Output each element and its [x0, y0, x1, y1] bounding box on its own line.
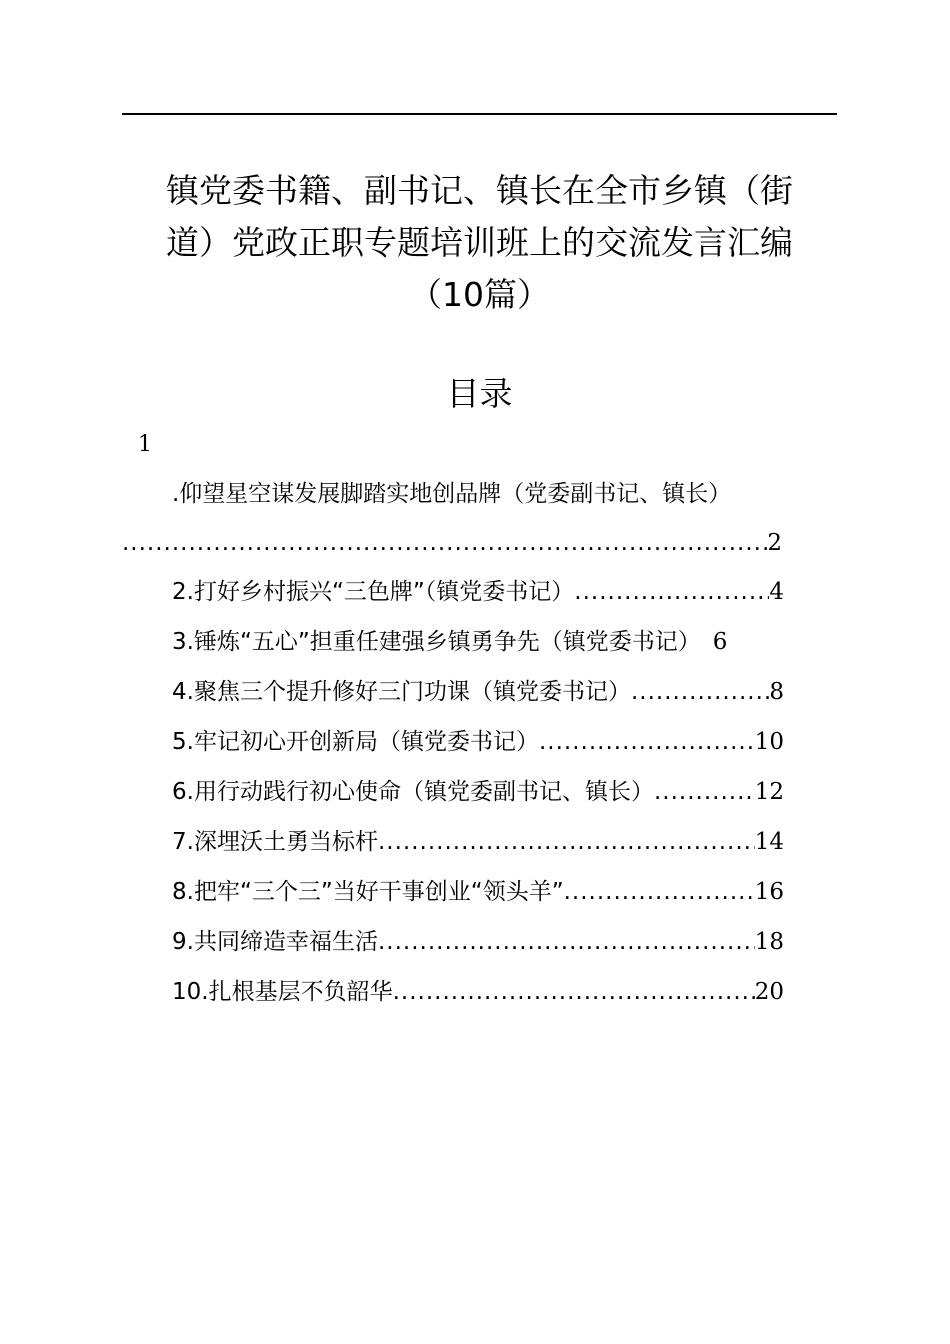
toc-entry-page: 20	[754, 979, 784, 1005]
toc-leader-dots	[654, 776, 755, 808]
toc-entry-label: 10.扎根基层不负韶华	[172, 979, 393, 1005]
toc-leader-dots	[378, 926, 755, 958]
toc-leader-dots	[122, 527, 767, 559]
toc-entry-label: 7.深埋沃土勇当标杆	[172, 829, 378, 855]
toc-entry-1-number: 1	[138, 432, 152, 457]
title-line-3: （10篇）	[409, 275, 550, 314]
toc-entry-label: 2.打好乡村振兴“三色牌”（镇党委书记）	[172, 579, 575, 605]
toc-entry-page: 12	[754, 779, 784, 805]
toc-leader-dots	[564, 876, 755, 908]
toc-leader-dots	[631, 676, 769, 708]
document-title	[122, 165, 837, 321]
toc-entry[interactable]	[172, 826, 784, 876]
toc-entry-label: 6.用行动践行初心使命（镇党委副书记、镇长）	[172, 779, 654, 805]
toc-entry[interactable]	[172, 876, 784, 926]
toc-entry[interactable]	[172, 676, 784, 726]
toc-entry-page: 16	[754, 879, 784, 905]
toc-entry-label: 3.锤炼“五心”担重任建强乡镇勇争先（镇党委书记）	[172, 629, 701, 655]
toc-entry-1-label[interactable]: .仰望星空谋发展脚踏实地创品牌（党委副书记、镇长）	[172, 481, 732, 507]
toc-list	[172, 576, 784, 1026]
toc-entry-label: 4.聚焦三个提升修好三门功课（镇党委书记）	[172, 679, 631, 705]
toc-leader-dots	[539, 726, 755, 758]
toc-entry-page: 10	[754, 729, 784, 755]
toc-entry[interactable]	[172, 626, 784, 676]
toc-entry-page: 4	[769, 579, 784, 605]
toc-entry-page: 8	[769, 679, 784, 705]
toc-entry-1-leader-line[interactable]	[122, 527, 782, 559]
toc-heading: 目录	[446, 374, 513, 413]
toc-entry-page: 14	[754, 829, 784, 855]
title-line-1: 镇党委书籍、副书记、镇长在全市乡镇（街	[166, 171, 793, 210]
toc-entry-label: 5.牢记初心开创新局（镇党委书记）	[172, 729, 539, 755]
header-rule	[122, 113, 837, 115]
toc-entry[interactable]	[172, 976, 784, 1026]
toc-leader-dots	[393, 976, 755, 1008]
toc-entry-label: 9.共同缔造幸福生活	[172, 929, 378, 955]
toc-entry[interactable]	[172, 776, 784, 826]
toc-leader-dots	[378, 826, 755, 858]
toc-leader-dots	[574, 576, 769, 608]
toc-entry-page: 18	[754, 929, 784, 955]
toc-entry[interactable]	[172, 726, 784, 776]
toc-entry-page: 6	[712, 629, 728, 655]
toc-entry[interactable]	[172, 576, 784, 626]
toc-entry[interactable]	[172, 926, 784, 976]
title-line-2: 道）党政正职专题培训班上的交流发言汇编	[166, 223, 793, 262]
toc-entry-label: 8.把牢“三个三”当好干事创业“领头羊”	[172, 879, 564, 905]
toc-entry-1-page: 2	[767, 530, 782, 556]
